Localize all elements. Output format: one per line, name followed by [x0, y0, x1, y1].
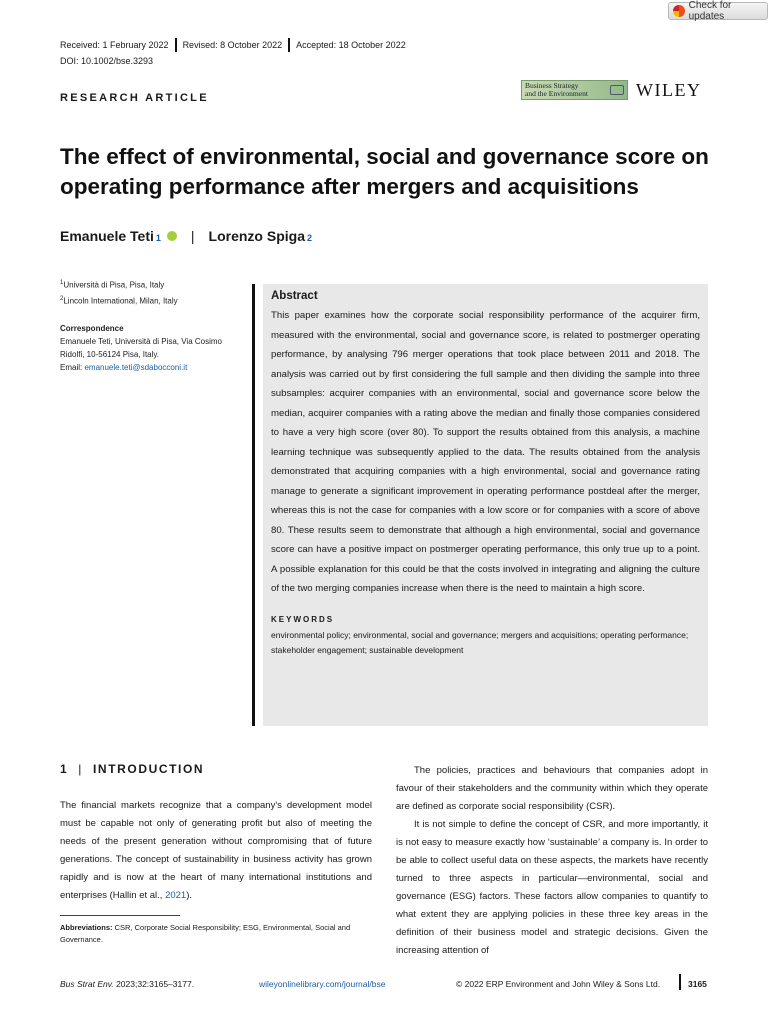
intro-paragraph: The financial markets recognize that a company's development model must be capable not only of generating profit but also of meeting the needs of the present generation without compromising that of future generations. The concept of sustainability in business activity has grown rapidly and is now at the heart of many international institutions and enterprises (Hallin et al., — [60, 800, 372, 901]
section-heading — [60, 762, 204, 776]
check-for-updates-label: Check for updates — [688, 0, 732, 22]
citation-link[interactable]: 2021 — [165, 890, 187, 901]
footnote — [60, 922, 372, 946]
orcid-icon[interactable] — [167, 231, 177, 241]
author-separator: | — [190, 228, 195, 244]
author-affiliation-marker[interactable]: 2 — [307, 233, 313, 243]
correspondence-email-line — [60, 361, 245, 374]
date-divider — [288, 38, 290, 52]
intro-paragraph-tail: ). — [186, 890, 193, 901]
keywords-list: environmental policy; environmental, social and governance; mergers and acquisitions; operating performance; stakeholder engagement; sustainable development — [271, 629, 689, 655]
article-title: The effect of environmental, social and governance score on operating performance after mergers and acquisitions — [60, 144, 709, 199]
affiliation-number: 2 — [60, 296, 64, 302]
correspondence-address: Emanuele Teti, Università di Pisa, Via Cosimo Ridolfi, 10-56124 Pisa, Italy. — [60, 337, 222, 359]
page-number: 3165 — [688, 979, 707, 989]
author-name[interactable]: Emanuele Teti — [60, 228, 154, 244]
abstract-body: This paper examines how the corporate social responsibility performance of the acquirer firm, measured with the environmental, social and governance score, is related to postmerger operating performance, by analysing 796 merger operations that took place between 2011 and 2018. The analysis was carried out by first considering the full sample and then dividing the sample into three subsamples: acquirer companies with an environmental, social and governance score below the median, acquirer companies with a rating above the median and finally those companies considered to have a very high score (over 80). To support the results obtained from this analysis, a machine learning technique was subsequently applied to the data. The results obtained from the analysis demonstrated that acquiring companies with a high environmental, social and governance rating manage to generate a significant improvement in operating performance postdeal after the merger, whereas this is not the case for companies with a low score or for companies with a score of above 80. These results seem to demonstrate that although a high environmental, social and governance score can have a positive impact on postmerger operating performance, this only true up to a point. A possible explanation for this could be that the costs involved in integrating and aligning the culture of the two merging companies increase when there is the need to maintain a high score. — [271, 310, 700, 594]
accepted-date: Accepted: 18 October 2022 — [296, 40, 406, 50]
intro-right-column — [396, 762, 708, 960]
author-name[interactable]: Lorenzo Spiga — [208, 228, 305, 244]
intro-paragraph: It is not simple to define the concept of CSR, and more importantly, it is not easy to measure exactly how ‘sustainable’ a company is. In order to be able to collect useful data on these aspects, the markets have recently turned to three aspects in particular—environmental, social and governance (ESG) factors. These factors allow companies to quantify to what extent they are applying policies in these three key areas in the definition of their business model and strategic decisions. Given the increasing attention of — [396, 819, 708, 956]
author-affiliation-marker[interactable]: 1 — [155, 233, 161, 243]
footer-copyright: © 2022 ERP Environment and John Wiley & Sons Ltd. — [456, 979, 661, 989]
email-link[interactable]: emanuele.teti@sdabocconi.it — [84, 363, 188, 372]
journal-logo-line2: and the Environment — [525, 89, 588, 98]
author-list — [60, 228, 312, 244]
correspondence-heading: Correspondence — [60, 324, 124, 333]
footer-volume: 2023;32:3165–3177. — [113, 979, 195, 989]
keywords-heading: KEYWORDS — [271, 614, 335, 624]
article-dates — [60, 38, 406, 52]
affiliation-text: Lincoln International, Milan, Italy — [63, 296, 178, 306]
section-separator: | — [78, 762, 83, 776]
footnote-text: CSR, Corporate Social Responsibility; ESG, Environmental, Social and Governance. — [60, 923, 351, 944]
journal-emblem-icon — [610, 85, 624, 95]
check-for-updates-button[interactable] — [668, 2, 768, 20]
intro-paragraph: The policies, practices and behaviours that companies adopt in favour of their stakeholders and the community within which they operate are defined as corporate social responsibility (CSR). — [396, 765, 708, 812]
affiliation — [60, 280, 164, 290]
affiliation-text: Università di Pisa, Pisa, Italy — [63, 280, 165, 290]
crossmark-icon — [673, 5, 685, 17]
correspondence — [60, 322, 245, 374]
affiliation-number: 1 — [60, 280, 64, 286]
article-type: RESEARCH ARTICLE — [60, 92, 209, 104]
journal-logo — [521, 80, 628, 100]
footnote-label: Abbreviations: — [60, 923, 113, 932]
doi: DOI: 10.1002/bse.3293 — [60, 56, 154, 66]
abstract-heading: Abstract — [271, 290, 318, 302]
section-number: 1 — [60, 762, 69, 776]
intro-left-column — [60, 797, 372, 905]
email-label: Email: — [60, 363, 85, 372]
received-date: Received: 1 February 2022 — [60, 40, 169, 50]
footer-journal: Bus Strat Env. — [60, 979, 114, 989]
footer-citation — [60, 979, 194, 989]
footnote-rule — [60, 915, 180, 916]
section-title: INTRODUCTION — [93, 762, 205, 776]
revised-date: Revised: 8 October 2022 — [182, 40, 283, 50]
footer-divider — [679, 974, 681, 990]
journal-logo-line1: Business Strategy — [525, 81, 579, 90]
abstract-panel — [263, 284, 708, 726]
abstract-divider — [252, 284, 255, 726]
date-divider — [175, 38, 177, 52]
affiliation — [60, 296, 178, 306]
footer-journal-link[interactable]: wileyonlinelibrary.com/journal/bse — [259, 979, 386, 989]
publisher-logo: WILEY — [636, 80, 702, 100]
